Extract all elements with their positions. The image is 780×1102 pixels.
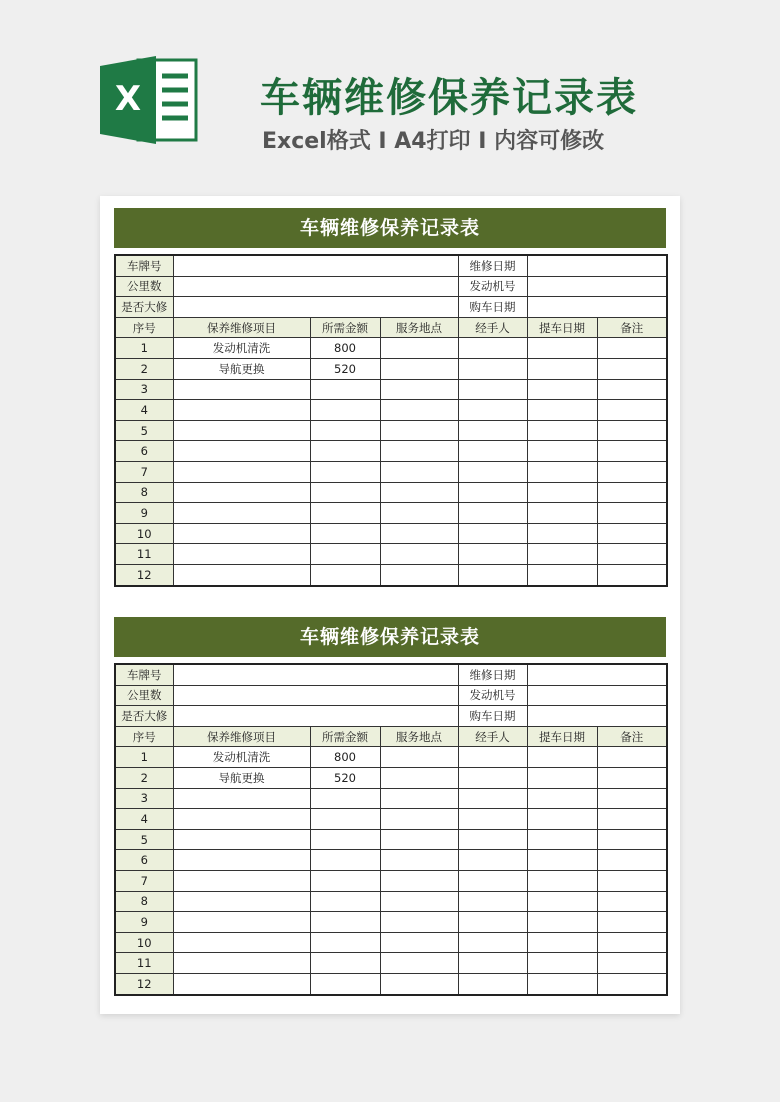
table-cell[interactable] [527,850,597,871]
info-value-mileage[interactable] [173,276,458,297]
table-cell[interactable] [173,564,310,585]
table-cell[interactable] [597,767,667,788]
table-cell[interactable] [458,400,527,421]
column-header: 保养维修项目 [173,317,310,338]
info-label-engine_no: 发动机号 [458,685,527,706]
excel-icon [100,54,200,146]
row-number: 6 [115,441,173,462]
table-cell[interactable] [527,482,597,503]
info-label-overhaul: 是否大修 [115,297,173,318]
table-cell[interactable]: 发动机清洗 [173,747,310,768]
table-cell[interactable] [527,829,597,850]
document-page [100,196,680,1014]
row-number: 3 [115,379,173,400]
column-header-row [115,317,667,338]
table-cell[interactable] [458,891,527,912]
table-cell[interactable] [380,767,458,788]
table-cell[interactable] [527,379,597,400]
record-sheet-2 [114,617,666,996]
table-cell[interactable]: 800 [310,747,380,768]
table-cell[interactable] [597,379,667,400]
table-cell[interactable] [597,503,667,524]
table-cell[interactable] [597,461,667,482]
info-label-repair_date: 维修日期 [458,664,527,685]
table-cell[interactable]: 发动机清洗 [173,338,310,359]
info-value-mileage[interactable] [173,685,458,706]
table-cell[interactable]: 520 [310,358,380,379]
column-header: 序号 [115,726,173,747]
table-cell[interactable] [380,891,458,912]
table-cell[interactable] [310,564,380,585]
table-cell[interactable]: 导航更换 [173,358,310,379]
table-cell[interactable] [597,420,667,441]
table-cell[interactable] [380,379,458,400]
info-value-plate[interactable] [173,664,458,685]
table-cell[interactable] [310,891,380,912]
row-number: 3 [115,788,173,809]
column-header: 序号 [115,317,173,338]
table-cell[interactable] [597,891,667,912]
table-cell[interactable] [458,564,527,585]
table-cell[interactable] [597,482,667,503]
info-value-engine_no[interactable] [527,685,667,706]
table-cell[interactable] [173,420,310,441]
row-number: 8 [115,891,173,912]
table-cell[interactable] [310,544,380,565]
table-cell[interactable] [173,953,310,974]
table-cell[interactable] [458,544,527,565]
info-label-mileage: 公里数 [115,685,173,706]
table-cell[interactable] [380,441,458,462]
sheet-title: 车辆维修保养记录表 [114,617,666,657]
table-cell[interactable] [597,829,667,850]
table-cell[interactable] [527,870,597,891]
table-cell[interactable] [458,338,527,359]
table-cell[interactable] [173,461,310,482]
info-label-plate: 车牌号 [115,664,173,685]
table-cell[interactable] [597,338,667,359]
info-value-plate[interactable] [173,255,458,276]
row-number: 10 [115,523,173,544]
table-cell[interactable] [310,400,380,421]
row-number: 7 [115,870,173,891]
table-cell[interactable] [380,932,458,953]
table-cell[interactable] [458,788,527,809]
column-header: 提车日期 [527,317,597,338]
row-number: 6 [115,850,173,871]
row-number: 11 [115,544,173,565]
table-cell[interactable] [527,400,597,421]
table-cell[interactable] [310,829,380,850]
info-row [115,685,667,706]
table-cell[interactable] [173,870,310,891]
table-row [115,482,667,503]
column-header: 服务地点 [380,317,458,338]
info-value-engine_no[interactable] [527,276,667,297]
table-cell[interactable] [173,379,310,400]
table-cell[interactable] [173,441,310,462]
table-cell[interactable] [597,747,667,768]
info-label-repair_date: 维修日期 [458,255,527,276]
table-cell[interactable]: 导航更换 [173,767,310,788]
row-number: 4 [115,400,173,421]
table-cell[interactable] [458,379,527,400]
table-row [115,891,667,912]
table-cell[interactable] [380,420,458,441]
info-value-overhaul[interactable] [173,297,458,318]
table-row [115,400,667,421]
table-cell[interactable] [458,358,527,379]
page-title: 车辆维修保养记录表 [260,75,638,121]
info-value-purchase_date[interactable] [527,706,667,727]
table-cell[interactable] [173,891,310,912]
table-cell[interactable] [173,544,310,565]
info-label-purchase_date: 购车日期 [458,706,527,727]
table-cell[interactable] [380,788,458,809]
table-cell[interactable]: 800 [310,338,380,359]
table-cell[interactable] [597,400,667,421]
table-cell[interactable] [380,482,458,503]
table-row [115,953,667,974]
row-number: 5 [115,420,173,441]
table-cell[interactable] [597,870,667,891]
table-row [115,441,667,462]
excel-logo-letter: X [114,79,142,119]
table-cell[interactable] [527,788,597,809]
table-cell[interactable] [310,953,380,974]
table-cell[interactable] [527,891,597,912]
table-row [115,870,667,891]
info-row [115,255,667,276]
table-cell[interactable] [380,523,458,544]
record-sheet-1 [114,208,666,587]
table-row [115,912,667,933]
table-cell[interactable] [597,850,667,871]
table-cell[interactable] [527,523,597,544]
table-cell[interactable] [597,912,667,933]
table-cell[interactable] [380,400,458,421]
table-row [115,932,667,953]
info-value-repair_date[interactable] [527,255,667,276]
table-row [115,461,667,482]
table-cell[interactable] [173,523,310,544]
table-cell[interactable] [173,809,310,830]
table-cell[interactable] [380,912,458,933]
table-row [115,503,667,524]
table-cell[interactable] [458,441,527,462]
table-cell[interactable] [458,850,527,871]
table-cell[interactable] [458,973,527,994]
table-row [115,829,667,850]
table-cell[interactable] [173,850,310,871]
table-cell[interactable] [527,338,597,359]
table-cell[interactable] [597,358,667,379]
column-header: 经手人 [458,726,527,747]
column-header: 服务地点 [380,726,458,747]
table-cell[interactable] [380,544,458,565]
info-row [115,297,667,318]
page-subtitle: Excel格式 I A4打印 I 内容可修改 [262,129,605,154]
row-number: 5 [115,829,173,850]
table-row [115,544,667,565]
column-header: 所需金额 [310,317,380,338]
info-row [115,276,667,297]
table-cell[interactable] [527,747,597,768]
table-row [115,747,667,768]
table-cell[interactable] [527,932,597,953]
table-cell[interactable] [380,461,458,482]
table-cell[interactable] [310,523,380,544]
table-cell[interactable] [458,461,527,482]
table-cell[interactable] [458,747,527,768]
row-number: 2 [115,767,173,788]
table-cell[interactable] [527,544,597,565]
table-cell[interactable] [597,932,667,953]
row-number: 12 [115,564,173,585]
table-cell[interactable] [310,870,380,891]
row-number: 10 [115,932,173,953]
page-header [0,0,780,190]
table-row [115,973,667,994]
table-cell[interactable] [380,338,458,359]
table-cell[interactable] [597,564,667,585]
table-cell[interactable] [458,767,527,788]
table-cell[interactable] [597,809,667,830]
table-row [115,358,667,379]
row-number: 1 [115,338,173,359]
table-cell[interactable] [597,788,667,809]
info-value-purchase_date[interactable] [527,297,667,318]
table-cell[interactable] [310,482,380,503]
info-row [115,664,667,685]
table-cell[interactable] [173,973,310,994]
table-cell[interactable] [173,482,310,503]
table-cell[interactable] [380,870,458,891]
row-number: 9 [115,503,173,524]
table-row [115,564,667,585]
row-number: 8 [115,482,173,503]
table-cell[interactable] [527,358,597,379]
row-number: 2 [115,358,173,379]
table-cell[interactable] [173,912,310,933]
table-cell[interactable] [527,809,597,830]
info-label-mileage: 公里数 [115,276,173,297]
sheet-title: 车辆维修保养记录表 [114,208,666,248]
row-number: 9 [115,912,173,933]
column-header: 保养维修项目 [173,726,310,747]
table-cell[interactable] [173,788,310,809]
table-cell[interactable] [310,788,380,809]
table-cell[interactable] [458,870,527,891]
table-cell[interactable]: 520 [310,767,380,788]
table-row [115,523,667,544]
column-header: 经手人 [458,317,527,338]
info-label-plate: 车牌号 [115,255,173,276]
column-header: 备注 [597,317,667,338]
table-cell[interactable] [380,564,458,585]
table-cell[interactable] [527,973,597,994]
row-number: 12 [115,973,173,994]
table-cell[interactable] [527,953,597,974]
table-cell[interactable] [597,953,667,974]
table-cell[interactable] [458,912,527,933]
table-cell[interactable] [310,973,380,994]
table-cell[interactable] [380,809,458,830]
table-cell[interactable] [310,461,380,482]
table-cell[interactable] [458,932,527,953]
table-cell[interactable] [597,441,667,462]
table-cell[interactable] [458,503,527,524]
table-cell[interactable] [527,767,597,788]
table-cell[interactable] [380,829,458,850]
table-cell[interactable] [527,912,597,933]
table-cell[interactable] [597,523,667,544]
table-cell[interactable] [527,503,597,524]
table-row [115,788,667,809]
table-row [115,420,667,441]
table-cell[interactable] [173,400,310,421]
info-value-overhaul[interactable] [173,706,458,727]
table-cell[interactable] [458,482,527,503]
row-number: 7 [115,461,173,482]
column-header: 所需金额 [310,726,380,747]
info-row [115,706,667,727]
table-row [115,379,667,400]
column-header: 提车日期 [527,726,597,747]
table-cell[interactable] [380,358,458,379]
table-row [115,767,667,788]
table-cell[interactable] [380,747,458,768]
table-cell[interactable] [380,973,458,994]
table-cell[interactable] [310,809,380,830]
info-label-overhaul: 是否大修 [115,706,173,727]
table-cell[interactable] [458,953,527,974]
table-cell[interactable] [310,441,380,462]
table-cell[interactable] [527,564,597,585]
table-cell[interactable] [458,809,527,830]
table-cell[interactable] [380,503,458,524]
record-table [114,663,668,996]
row-number: 4 [115,809,173,830]
table-cell[interactable] [380,850,458,871]
record-table [114,254,668,587]
table-cell[interactable] [527,461,597,482]
info-value-repair_date[interactable] [527,664,667,685]
table-cell[interactable] [380,953,458,974]
table-cell[interactable] [458,523,527,544]
table-cell[interactable] [527,441,597,462]
row-number: 11 [115,953,173,974]
table-cell[interactable] [310,932,380,953]
row-number: 1 [115,747,173,768]
table-cell[interactable] [310,420,380,441]
table-cell[interactable] [310,503,380,524]
table-row [115,338,667,359]
info-label-engine_no: 发动机号 [458,276,527,297]
table-cell[interactable] [310,850,380,871]
column-header: 备注 [597,726,667,747]
table-cell[interactable] [173,829,310,850]
table-cell[interactable] [458,829,527,850]
column-header-row [115,726,667,747]
table-cell[interactable] [597,973,667,994]
table-cell[interactable] [597,544,667,565]
table-row [115,850,667,871]
table-cell[interactable] [173,932,310,953]
table-cell[interactable] [173,503,310,524]
table-cell[interactable] [527,420,597,441]
table-cell[interactable] [310,379,380,400]
table-cell[interactable] [458,420,527,441]
info-label-purchase_date: 购车日期 [458,297,527,318]
table-cell[interactable] [310,912,380,933]
table-row [115,809,667,830]
